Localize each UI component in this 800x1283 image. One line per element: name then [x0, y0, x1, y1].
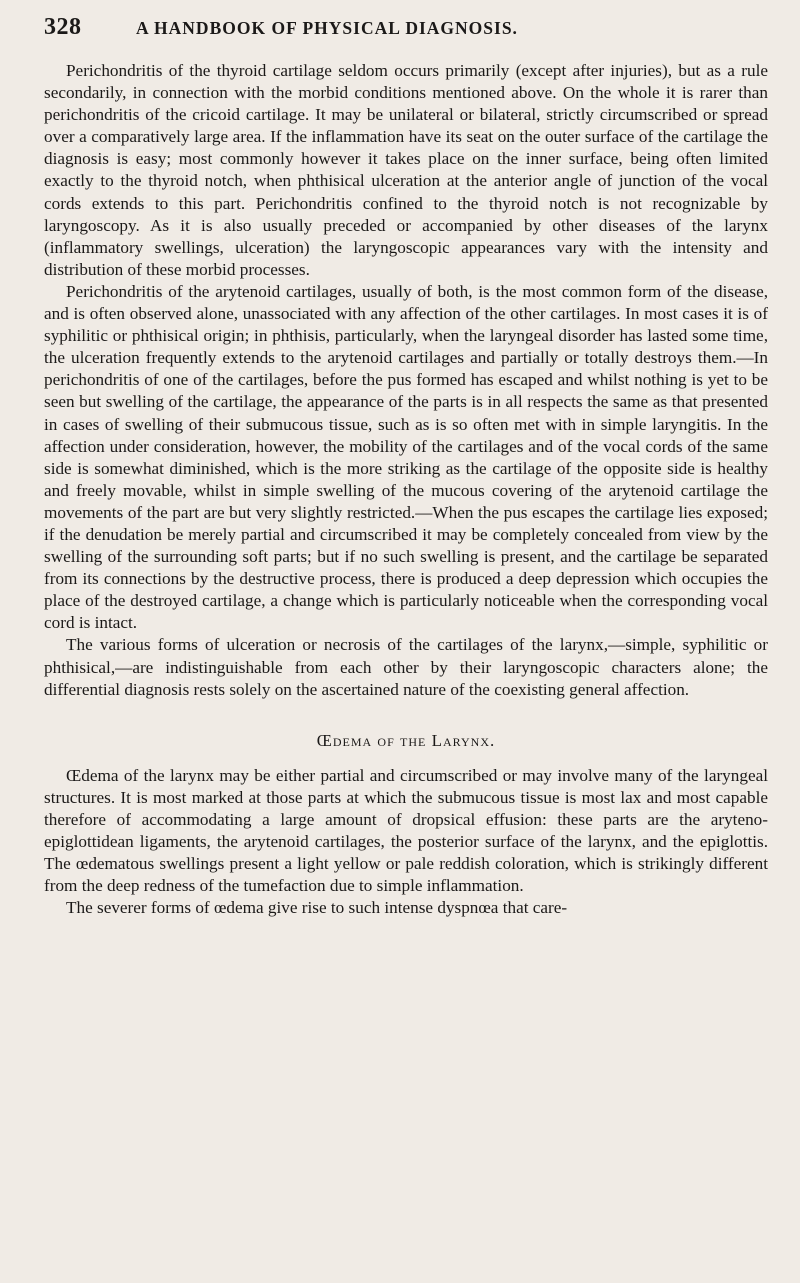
section-heading-oedema: Œdema of the Larynx. [316, 730, 496, 750]
paragraph-oedema-severe: The severer forms of œdema give rise to such intense dyspnœa that care- [66, 898, 568, 918]
paragraph-arytenoid-perichondritis: Perichondritis of the arytenoid cartilages, usually of both, is the most common form of the disease, and is often observed alone, unassociated with any affection of the other cartilages. In most cases it is of syphilitic or phthisical origin; in phthisis, particularly, when the laryngeal disorder has lasted some time, the ulceration frequently extends to the arytenoid cartilages and partially or totally destroys them.—In perichondritis of one of the cartilages, before the pus formed has escaped and whilst nothing is yet to be seen but swelling of the cartilage, the appearance of the parts is in all respects the same as that presented in cases of swelling of their submucous tissue, such as is so often met with in simple laryngitis. In the affection under consideration, however, the mobility of the cartilages and of the vocal cords of the same side is somewhat diminished, which is the more striking as the cartilage of the opposite side is healthy and freely movable, whilst in simple swelling of the mucous covering of the arytenoid cartilage the movements of the part are but very slightly restricted.—When the pus escapes the cartilage lies exposed; if the denudation be merely partial and circumscribed it may be completely concealed from view by the swelling of the surrounding soft parts; but if no such swelling is present, and the cartilage be separated from its connections by the destructive process, there is produced a deep depression which occupies the place of the destroyed cartilage, a change which is particularly noticeable when the corresponding vocal cord is intact. [44, 281, 768, 633]
paragraph-thyroid-perichondritis: Perichondritis of the thyroid cartilage seldom occurs primarily (except after injuries), but as a rule secondarily, in connection with the morbid conditions mentioned above. On the whole it is rarer than perichondritis of the cricoid cartilage. It may be unilateral or bilateral, strictly circumscribed or spread over a comparatively large area. If the inflammation have its seat on the outer surface of the cartilage the diagnosis is easy; most commonly however it takes place on the inner surface, being often limited exactly to the thyroid notch, when phthisical ulceration at the anterior angle of junction of the vocal cords extends to this part. Perichondritis confined to the thyroid notch is not recognizable by laryngoscopy. As it is also usually preceded or accompanied by other diseases of the larynx (inflammatory swellings, ulceration) the laryngoscopic appearances vary with the intensity and distribution of these morbid processes. [44, 61, 768, 279]
running-head [44, 14, 768, 44]
running-title: A HANDBOOK OF PHYSICAL DIAGNOSIS. [136, 18, 518, 38]
paragraph-oedema-description: Œdema of the larynx may be either partial and circumscribed or may involve many of the laryngeal structures. It is most marked at those parts at which the submucous tissue is most lax and most capable therefore of accommodating a large amount of dropsical effusion: these parts are the aryteno-epiglottidean ligaments, the arytenoid cartilages, the posterior surface of the larynx, and the epiglottis. The œdematous swellings present a light yellow or pale reddish coloration, which is strikingly different from the deep redness of the tumefaction due to simple inflammation. [44, 765, 768, 896]
paragraph-ulceration-forms: The various forms of ulceration or necrosis of the cartilages of the larynx,—simple, syphilitic or phthisical,—are indistinguishable from each other by their laryngoscopic characters alone; the differential diagnosis rests solely on the ascertained nature of the coexisting general affection. [44, 635, 768, 699]
page-number: 328 [44, 14, 82, 40]
